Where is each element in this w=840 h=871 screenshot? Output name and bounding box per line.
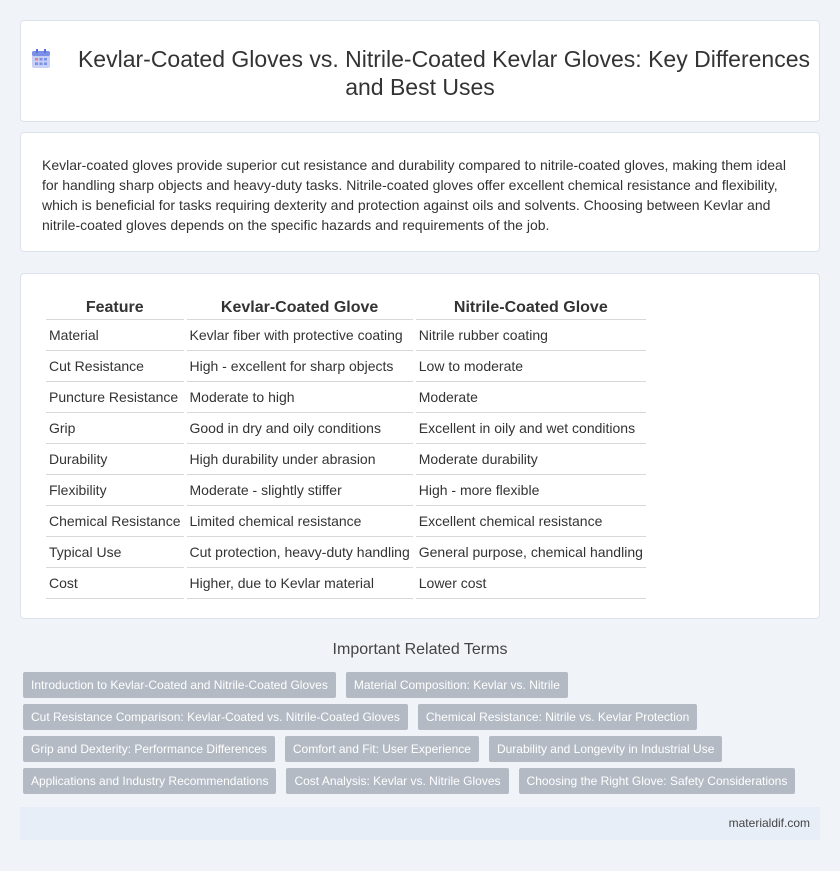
header-card (20, 20, 820, 122)
related-tag[interactable]: Cost Analysis: Kevlar vs. Nitrile Gloves (286, 768, 508, 794)
feature-cell: Flexibility (46, 475, 184, 506)
nitrile-cell: General purpose, chemical handling (416, 537, 646, 568)
related-tag[interactable]: Introduction to Kevlar-Coated and Nitrile-Coated Gloves (23, 672, 336, 698)
nitrile-cell: Excellent in oily and wet conditions (416, 413, 646, 444)
nitrile-cell: Moderate (416, 382, 646, 413)
feature-cell: Chemical Resistance (46, 506, 184, 537)
header-nitrile: Nitrile-Coated Glove (416, 296, 646, 320)
header-kevlar: Kevlar-Coated Glove (187, 296, 413, 320)
kevlar-cell: Moderate to high (187, 382, 413, 413)
related-tag[interactable]: Grip and Dexterity: Performance Differences (23, 736, 275, 762)
kevlar-cell: Limited chemical resistance (187, 506, 413, 537)
related-tag[interactable]: Durability and Longevity in Industrial Use (489, 736, 722, 762)
tag-row (23, 768, 823, 800)
table-row (46, 320, 646, 351)
feature-cell: Cost (46, 568, 184, 599)
kevlar-cell: Moderate - slightly stiffer (187, 475, 413, 506)
related-tags (23, 672, 823, 800)
table-card (20, 273, 820, 619)
related-tag[interactable]: Applications and Industry Recommendations (23, 768, 276, 794)
tag-row (23, 672, 823, 704)
footer-bar (20, 807, 820, 840)
calendar-icon (30, 48, 52, 70)
feature-cell: Grip (46, 413, 184, 444)
nitrile-cell: Moderate durability (416, 444, 646, 475)
tag-row (23, 704, 823, 736)
kevlar-cell: High - excellent for sharp objects (187, 351, 413, 382)
table-row (46, 537, 646, 568)
footer-site-link[interactable]: materialdif.com (728, 816, 810, 830)
table-row (46, 506, 646, 537)
intro-card (20, 132, 820, 252)
table-row (46, 351, 646, 382)
nitrile-cell: Excellent chemical resistance (416, 506, 646, 537)
feature-cell: Material (46, 320, 184, 351)
kevlar-cell: Kevlar fiber with protective coating (187, 320, 413, 351)
nitrile-cell: Lower cost (416, 568, 646, 599)
table-row (46, 568, 646, 599)
related-tag[interactable]: Material Composition: Kevlar vs. Nitrile (346, 672, 568, 698)
related-terms-title: Important Related Terms (332, 641, 508, 658)
related-tag[interactable]: Choosing the Right Glove: Safety Considerations (519, 768, 796, 794)
feature-cell: Cut Resistance (46, 351, 184, 382)
tag-row (23, 736, 823, 768)
kevlar-cell: Good in dry and oily conditions (187, 413, 413, 444)
related-tag[interactable]: Comfort and Fit: User Experience (285, 736, 479, 762)
nitrile-cell: Low to moderate (416, 351, 646, 382)
feature-cell: Durability (46, 444, 184, 475)
kevlar-cell: Higher, due to Kevlar material (187, 568, 413, 599)
comparison-table (43, 296, 649, 599)
feature-cell: Puncture Resistance (46, 382, 184, 413)
kevlar-cell: Cut protection, heavy-duty handling (187, 537, 413, 568)
related-tag[interactable]: Chemical Resistance: Nitrile vs. Kevlar Protection (418, 704, 697, 730)
feature-cell: Typical Use (46, 537, 184, 568)
nitrile-cell: Nitrile rubber coating (416, 320, 646, 351)
table-row (46, 413, 646, 444)
page-title: Kevlar-Coated Gloves vs. Nitrile-Coated Kevlar Gloves: Key Differences and Best Uses (77, 46, 811, 100)
table-row (46, 444, 646, 475)
table-row (46, 475, 646, 506)
intro-paragraph: Kevlar-coated gloves provide superior cut resistance and durability compared to nitrile-coated gloves, making them ideal for handling sharp objects and heavy-duty tasks. Nitrile-coated gloves offer excellent chemical resistance and flexibility, which is beneficial for tasks requiring dexterity and protection against oils and solvents. Choosing between Kevlar and nitrile-coated gloves depends on the specific hazards and requirements of the job. (42, 157, 786, 233)
table-header-row (46, 296, 646, 320)
nitrile-cell: High - more flexible (416, 475, 646, 506)
kevlar-cell: High durability under abrasion (187, 444, 413, 475)
table-row (46, 382, 646, 413)
header-feature: Feature (46, 296, 184, 320)
title-wrap (21, 45, 819, 101)
related-tag[interactable]: Cut Resistance Comparison: Kevlar-Coated vs. Nitrile-Coated Gloves (23, 704, 408, 730)
